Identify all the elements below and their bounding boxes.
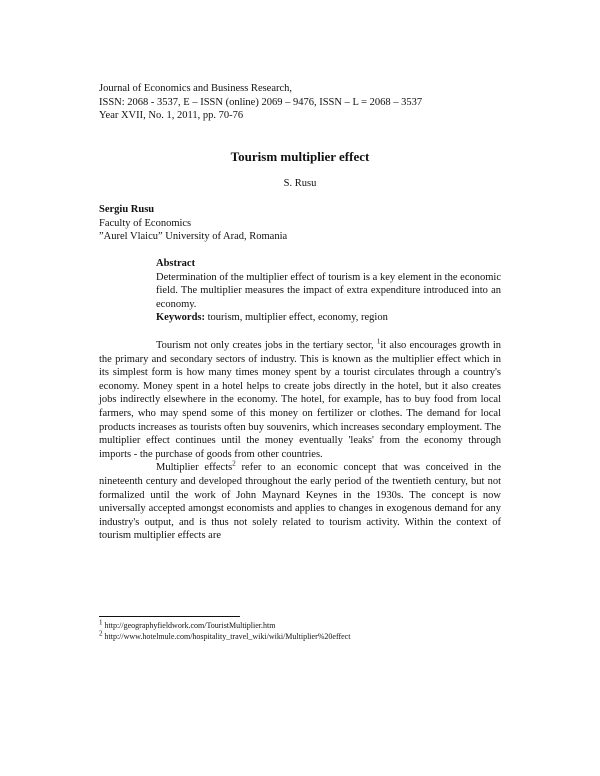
journal-issn: ISSN: 2068 - 3537, E – ISSN (online) 2069 – 9476, ISSN – L = 2068 – 3537 — [99, 96, 423, 108]
keywords-label: Keywords: — [156, 312, 205, 323]
footnote-ref-1: 1 — [376, 337, 381, 346]
keywords-list: tourism, multiplier effect, economy, region — [205, 312, 388, 323]
footnote-1-number: 1 — [99, 618, 103, 627]
author-faculty: Faculty of Economics — [99, 217, 192, 229]
journal-header — [99, 82, 422, 123]
author-name: Sergiu Rusu — [99, 204, 155, 215]
paragraph-1 — [99, 339, 501, 461]
paper-title: Tourism multiplier effect — [230, 149, 370, 164]
paragraph-1-start: Tourism not only creates jobs in the tertiary sector, — [156, 340, 377, 351]
footnote-ref-2: 2 — [232, 459, 236, 468]
author-university: ”Aurel Vlaicu” University of Arad, Romania — [99, 231, 288, 242]
footnote-1-link: http://geographyfieldwork.com/TouristMultiplier.htm — [102, 621, 276, 630]
paragraph-2-start: Multiplier effects — [156, 462, 233, 474]
author-affiliation — [99, 203, 287, 244]
paragraph-2 — [99, 461, 501, 543]
paragraph-1-rest: it also encourages growth in the primary and secondary sectors of industry. This is known as the multiplier effect which in its simplest form is how many times money spent by a tourist circulates through a country's economy. Money spent in a hotel helps to create jobs directly in the hotel, but it also creates jobs indirectly elsewhere in the economy. The hotel, for example, has to buy food from local farmers, who may spend some of this money on fertilizer or clothes. The demand for local products increases as tourists often buy souvenirs, which increases secondary employment. The multiplier effect continues until the money eventually 'leaks' from the economy through imports - the purchase of goods from other countries. — [99, 340, 501, 460]
journal-name: Journal of Economics and Business Research, — [99, 83, 293, 94]
footnote-2 — [99, 631, 350, 642]
abstract-heading: Abstract — [156, 258, 196, 269]
footnote-2-link: http://www.hotelmule.com/hospitality_travel_wiki/wiki/Multiplier%20effect — [102, 632, 351, 641]
abstract-text: Determination of the multiplier effect of tourism is a key element in the economic field. The multiplier measures the impact of extra expenditure introduced into an economy. — [156, 271, 501, 310]
footnote-divider — [99, 616, 240, 617]
footnotes — [99, 620, 350, 642]
footnote-1 — [99, 620, 350, 631]
body-text — [99, 339, 501, 543]
footnote-2-number: 2 — [99, 629, 103, 638]
author-short-name: S. Rusu — [283, 178, 317, 189]
paragraph-2-rest: refer to an economic concept that was conceived in the nineteenth century and developed throughout the early period of the twentieth century, but not formalized until the work of John Maynard Keynes in the 1930s. The concept is now universally accepted amongst economists and applies to changes in exogenous demand for any industry's output, and is thus not solely related to tourism activity. Within the context of tourism multiplier effects are — [99, 462, 501, 542]
abstract-block — [156, 257, 501, 325]
keywords-line — [156, 311, 501, 325]
journal-issue: Year XVII, No. 1, 2011, pp. 70-76 — [99, 110, 244, 121]
